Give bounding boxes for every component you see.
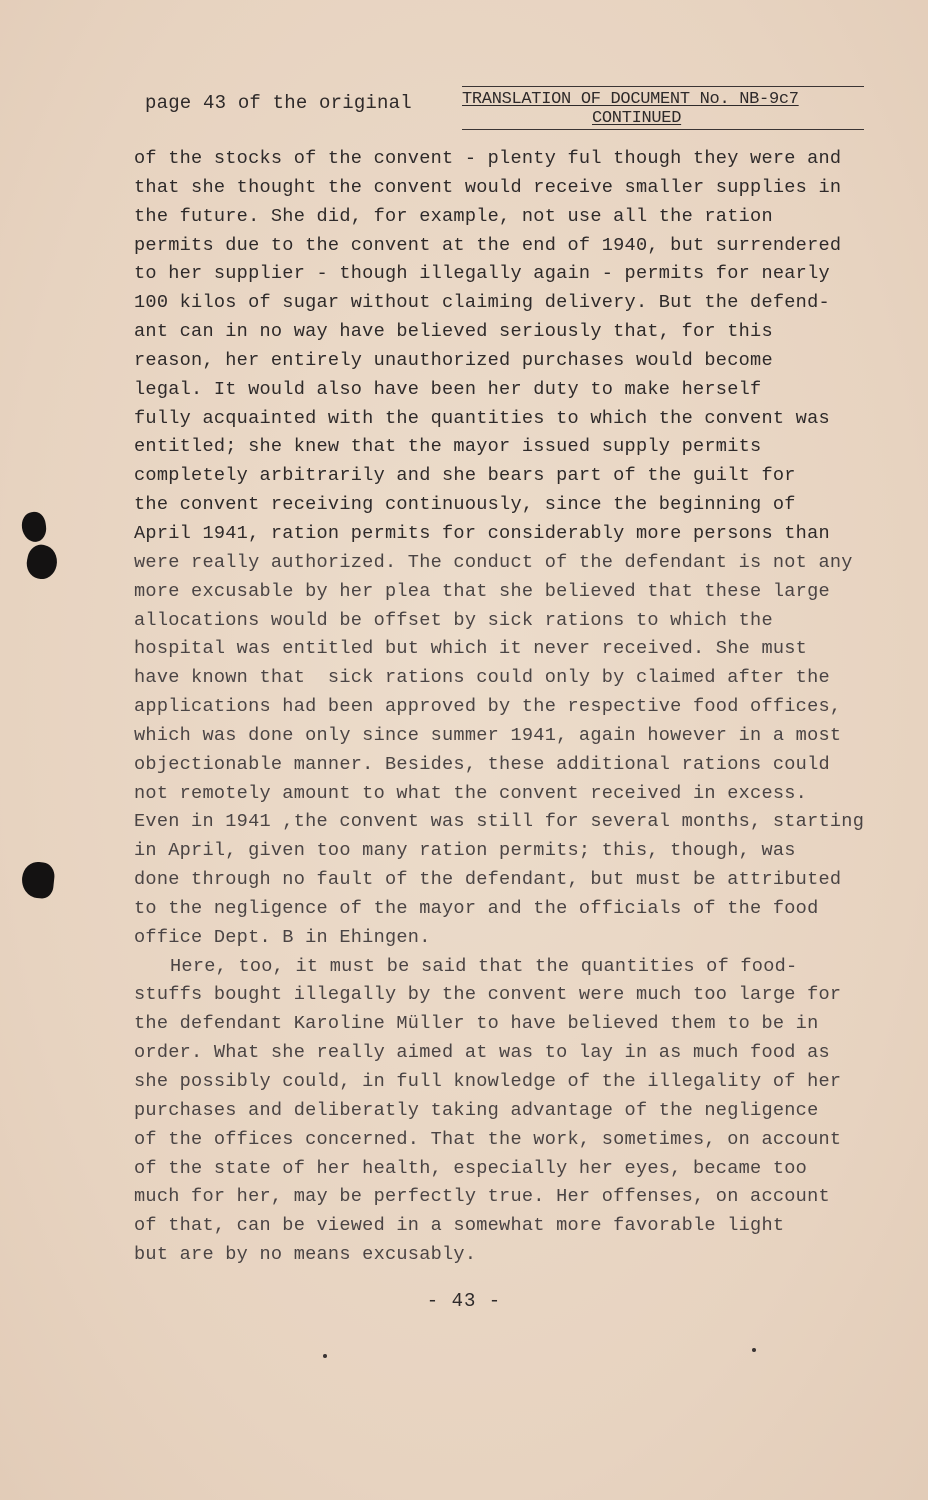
punch-hole bbox=[20, 860, 56, 899]
body-line: of that, can be viewed in a somewhat more favorable light bbox=[134, 1215, 785, 1237]
body-line: the defendant Karoline Müller to have believed them to be in bbox=[134, 1013, 819, 1035]
body-line: objectionable manner. Besides, these additional rations could bbox=[134, 753, 830, 775]
body-line: Even in 1941 ,the convent was still for several months, starting bbox=[134, 811, 865, 833]
body-line: in April, given too many ration permits; this, though, was bbox=[134, 840, 796, 862]
paper-speck bbox=[323, 1354, 327, 1358]
body-line: to the negligence of the mayor and the officials of the food bbox=[134, 897, 819, 919]
body-line: office Dept. B in Ehingen. bbox=[134, 926, 431, 948]
page-number: - 43 - bbox=[426, 1290, 502, 1312]
body-line: allocations would be offset by sick rations to which the bbox=[134, 609, 773, 631]
body-line: the convent receiving continuously, since the beginning of bbox=[134, 494, 796, 516]
body-line: 100 kilos of sugar without claiming delivery. But the defend- bbox=[134, 292, 830, 314]
body-line: which was done only since summer 1941, again however in a most bbox=[134, 724, 842, 746]
continued-label: CONTINUED bbox=[592, 109, 682, 128]
body-line: purchases and deliberatly taking advantage of the negligence bbox=[134, 1099, 819, 1121]
paper-speck bbox=[752, 1348, 756, 1352]
body-line: reason, her entirely unauthorized purchases would become bbox=[134, 349, 773, 371]
body-line: order. What she really aimed at was to lay in as much food as bbox=[134, 1042, 830, 1064]
body-line: to her supplier - though illegally again - permits for nearly bbox=[134, 263, 830, 285]
body-line: completely arbitrarily and she bears part of the guilt for bbox=[134, 465, 796, 487]
body-line: permits due to the convent at the end of 1940, but surrendered bbox=[134, 234, 842, 256]
punch-hole bbox=[24, 542, 60, 581]
body-line: that she thought the convent would receive smaller supplies in bbox=[134, 176, 842, 198]
body-line: not remotely amount to what the convent received in excess. bbox=[134, 782, 808, 804]
body-line: fully acquainted with the quantities to which the convent was bbox=[134, 407, 830, 429]
body-line: stuffs bought illegally by the convent were much too large for bbox=[134, 984, 842, 1006]
punch-hole bbox=[20, 510, 48, 543]
header-bottom-rule bbox=[462, 129, 864, 130]
body-line: she possibly could, in full knowledge of the illegality of her bbox=[134, 1071, 842, 1092]
body-line: April 1941, ration permits for considerably more persons than bbox=[134, 522, 830, 544]
body-line: of the state of her health, especially her eyes, became too bbox=[134, 1157, 808, 1179]
body-line: much for her, may be perfectly true. Her offenses, on account bbox=[134, 1186, 830, 1208]
document-title: TRANSLATION OF DOCUMENT No. NB-9c7 bbox=[462, 90, 799, 109]
original-page-reference: page 43 of the original bbox=[145, 92, 412, 114]
body-text bbox=[134, 145, 884, 1270]
header-top-rule bbox=[462, 86, 864, 87]
body-line: but are by no means excusably. bbox=[134, 1244, 477, 1266]
body-line: of the stocks of the convent - plenty ful though they were and bbox=[134, 148, 842, 169]
body-line: of the offices concerned. That the work, sometimes, on account bbox=[134, 1128, 842, 1150]
body-line: legal. It would also have been her duty to make herself bbox=[134, 378, 762, 400]
body-line: more excusable by her plea that she believed that these large bbox=[134, 580, 830, 602]
body-line: Here, too, it must be said that the quantities of food- bbox=[170, 955, 798, 977]
document-title-block bbox=[462, 90, 864, 128]
body-line: entitled; she knew that the mayor issued supply permits bbox=[134, 436, 762, 458]
body-line: ant can in no way have believed seriously that, for this bbox=[134, 321, 773, 343]
body-line: were really authorized. The conduct of the defendant is not any bbox=[134, 551, 853, 573]
body-line: hospital was entitled but which it never received. She must bbox=[134, 638, 808, 660]
body-line: done through no fault of the defendant, but must be attributed bbox=[134, 869, 842, 891]
body-line: the future. She did, for example, not use all the ration bbox=[134, 205, 773, 227]
body-line: have known that sick rations could only by claimed after the bbox=[134, 667, 830, 689]
body-line: applications had been approved by the respective food offices, bbox=[134, 696, 842, 718]
